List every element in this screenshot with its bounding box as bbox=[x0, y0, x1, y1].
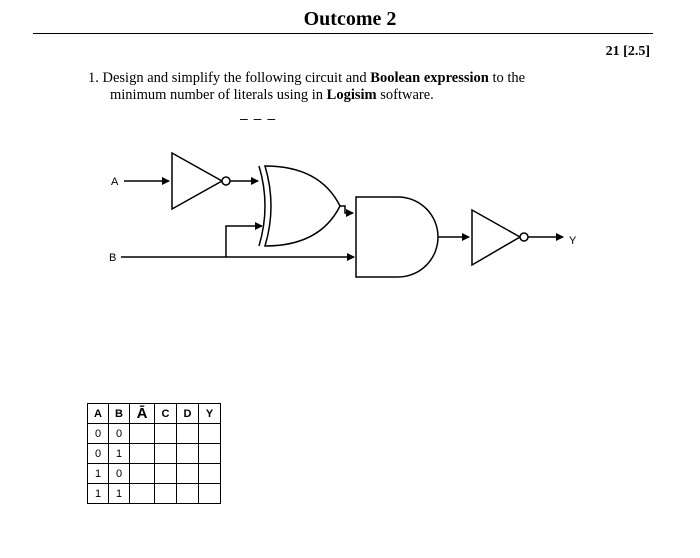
cell-d bbox=[177, 444, 199, 464]
header-d: D bbox=[177, 404, 199, 424]
header-c: C bbox=[155, 404, 177, 424]
cell-c bbox=[155, 484, 177, 504]
cell-y bbox=[199, 444, 221, 464]
table-row bbox=[88, 444, 221, 464]
cell-b: 0 bbox=[109, 424, 130, 444]
table-row bbox=[88, 484, 221, 504]
cell-b: 1 bbox=[109, 444, 130, 464]
question-number: 1. bbox=[88, 70, 99, 86]
question-text-b: to the bbox=[488, 70, 526, 86]
cell-y bbox=[199, 484, 221, 504]
question-text-a: Design and simplify the following circuit and bbox=[98, 70, 371, 86]
input-a-label: A bbox=[111, 176, 119, 188]
cell-c bbox=[155, 464, 177, 484]
wire-xor-to-and bbox=[340, 206, 353, 213]
and-gate bbox=[356, 197, 438, 277]
not-gate-1 bbox=[172, 153, 222, 209]
cell-a: 0 bbox=[88, 424, 109, 444]
cell-y bbox=[199, 464, 221, 484]
header-not-a: Ā bbox=[130, 404, 155, 424]
not-gate-2-bubble bbox=[520, 233, 528, 241]
cell-d bbox=[177, 464, 199, 484]
input-b-label: B bbox=[109, 252, 117, 264]
not-gate-1-bubble bbox=[222, 177, 230, 185]
cell-a: 1 bbox=[88, 464, 109, 484]
cell-c bbox=[155, 424, 177, 444]
truth-table bbox=[87, 403, 221, 504]
xor-gate-input-arc bbox=[259, 166, 265, 246]
cell-d bbox=[177, 484, 199, 504]
output-y-label: Y bbox=[569, 235, 577, 247]
cell-a: 1 bbox=[88, 484, 109, 504]
cell-b: 1 bbox=[109, 484, 130, 504]
question-text-d: software. bbox=[376, 87, 434, 103]
cell-y bbox=[199, 424, 221, 444]
cell-not-a bbox=[130, 424, 155, 444]
table-row bbox=[88, 424, 221, 444]
question-bold-boolean: Boolean expression bbox=[370, 70, 489, 86]
truth-table-header-row bbox=[88, 404, 221, 424]
cell-a: 0 bbox=[88, 444, 109, 464]
page-title: Outcome 2 bbox=[303, 8, 397, 30]
cell-not-a bbox=[130, 444, 155, 464]
wire-b-to-xor bbox=[226, 226, 262, 257]
xor-gate bbox=[265, 166, 340, 246]
header-y: Y bbox=[199, 404, 221, 424]
overbar-marks: – – – bbox=[240, 110, 277, 126]
header-b: B bbox=[109, 404, 130, 424]
question-text-c: minimum number of literals using in bbox=[110, 87, 327, 103]
cell-d bbox=[177, 424, 199, 444]
cell-not-a bbox=[130, 464, 155, 484]
marks-label: 21 [2.5] bbox=[605, 44, 650, 59]
not-gate-2 bbox=[472, 210, 520, 265]
cell-c bbox=[155, 444, 177, 464]
cell-not-a bbox=[130, 484, 155, 504]
question-bold-logisim: Logisim bbox=[326, 87, 377, 103]
header-a: A bbox=[88, 404, 109, 424]
table-row bbox=[88, 464, 221, 484]
cell-b: 0 bbox=[109, 464, 130, 484]
